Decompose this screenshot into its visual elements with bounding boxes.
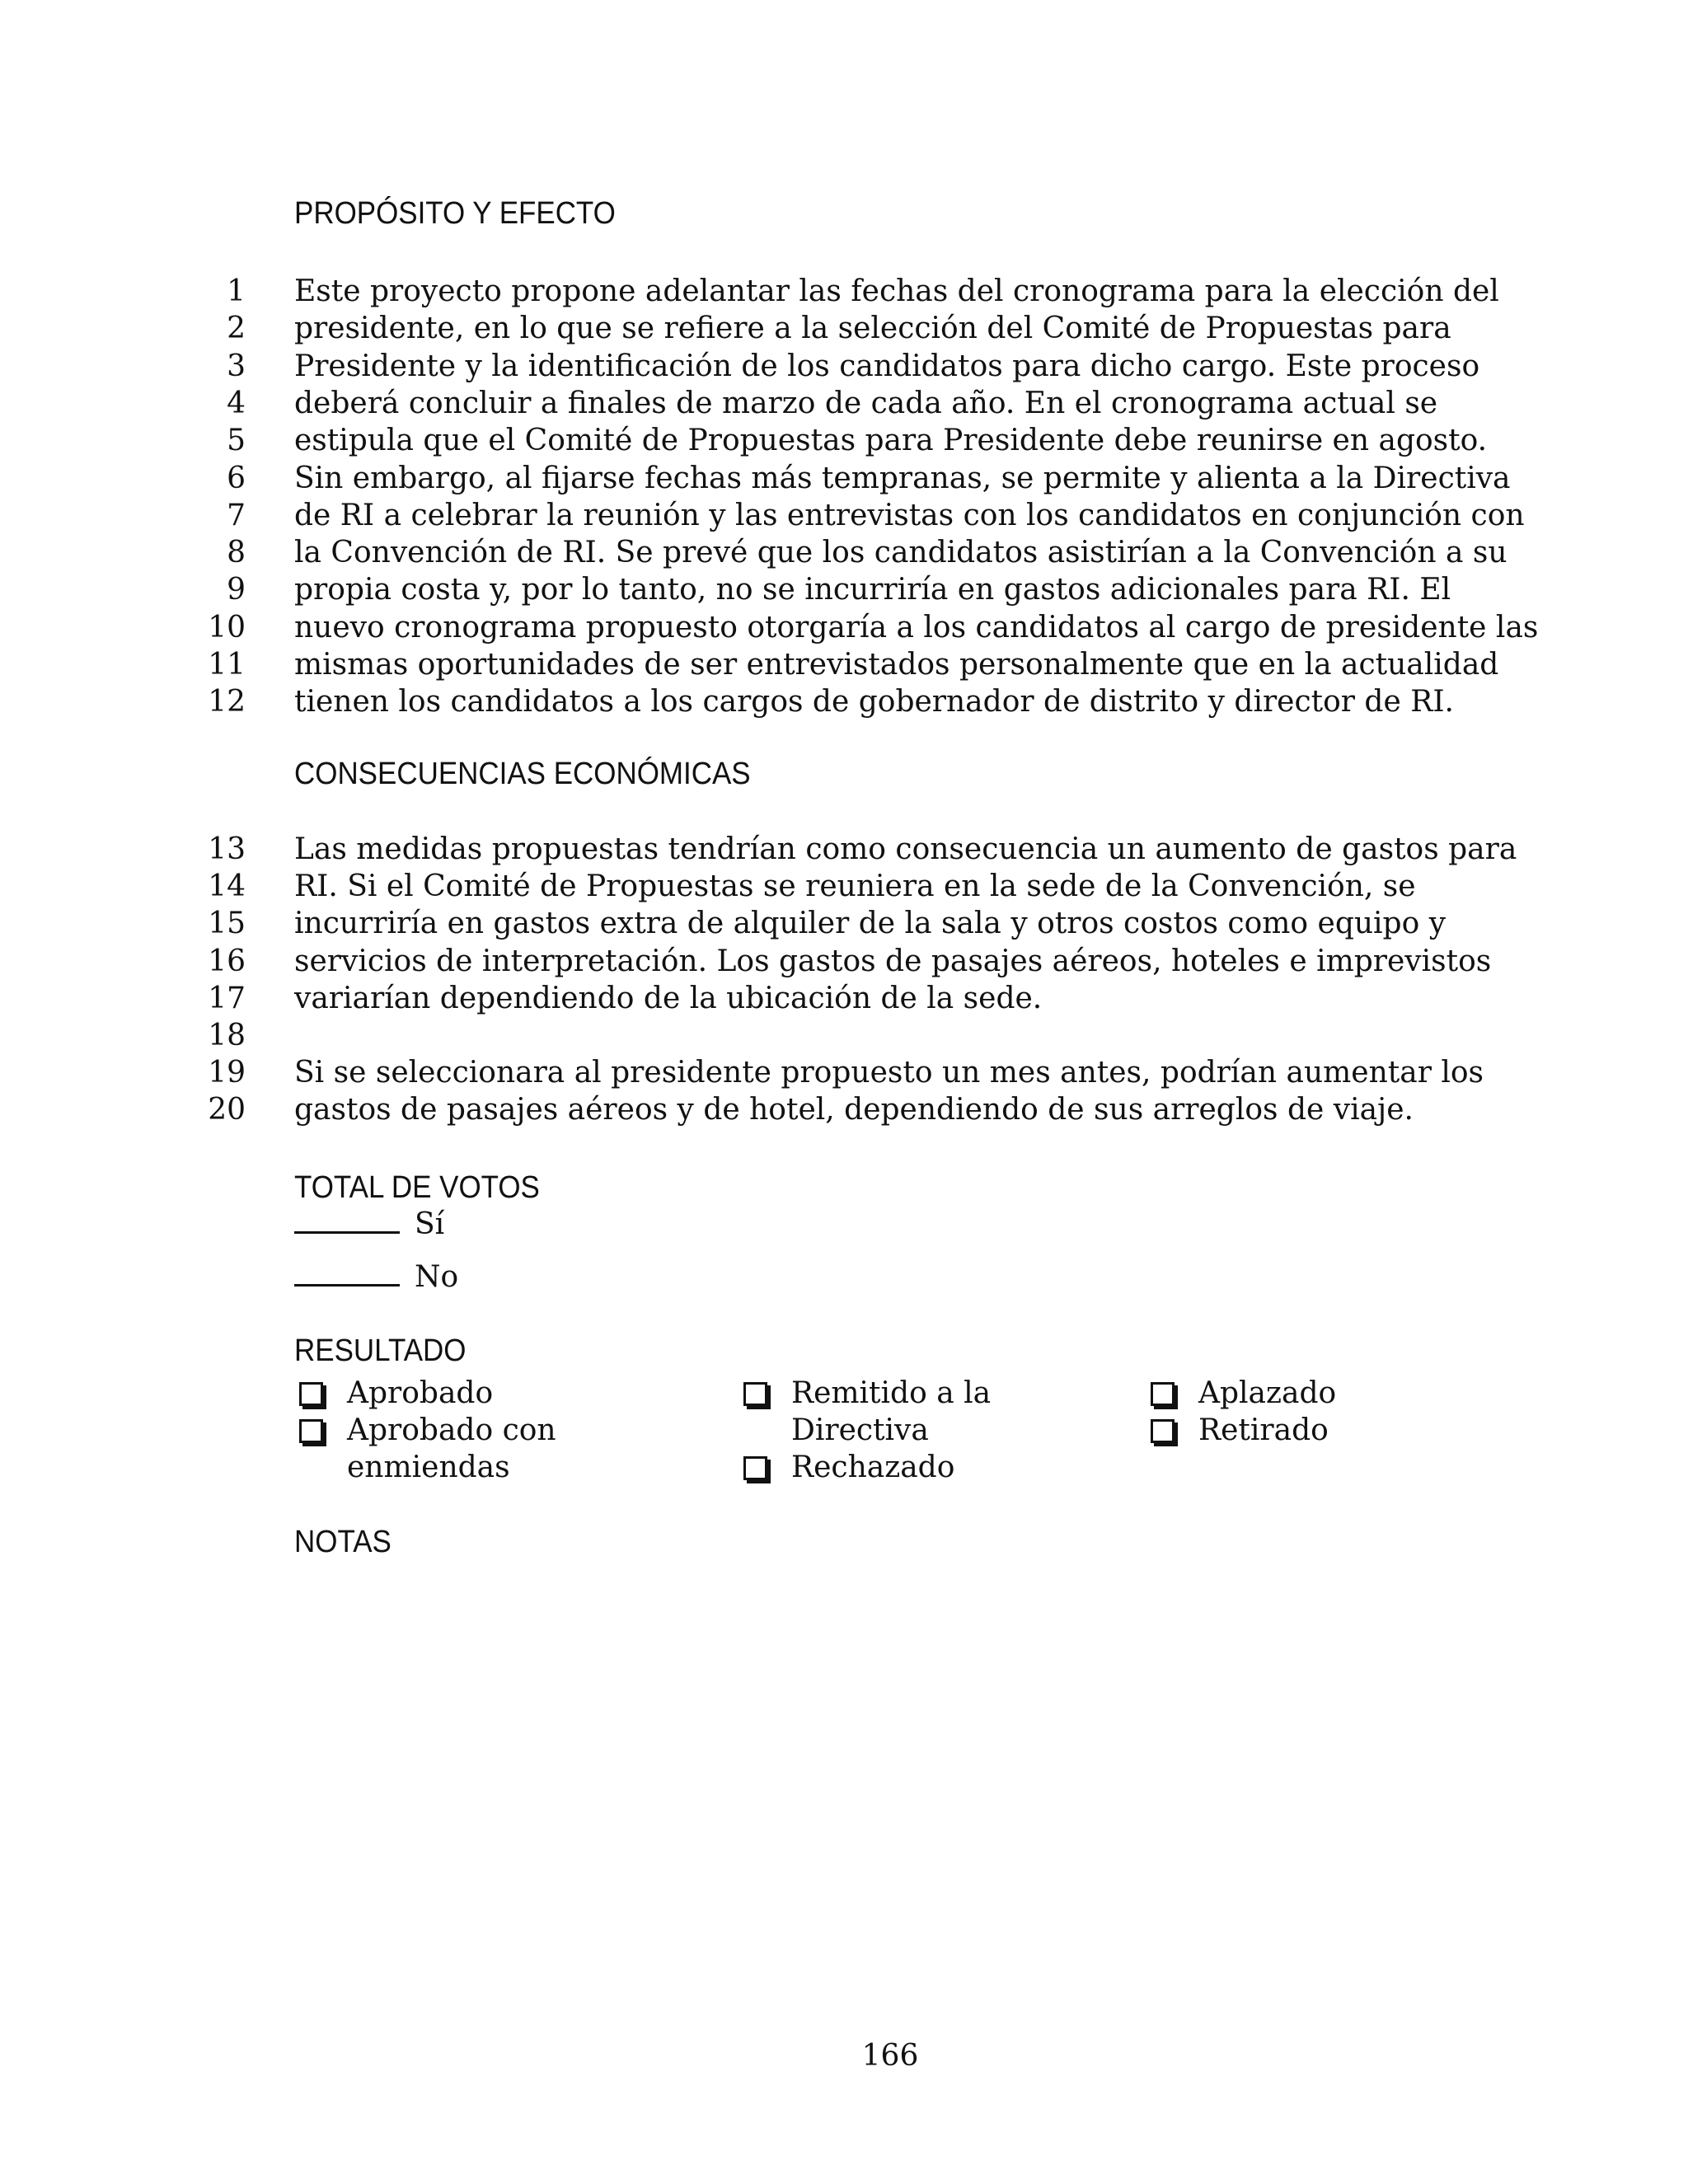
line-number: 16 [208,944,246,978]
text-line [0,534,1688,571]
checkbox-icon[interactable] [299,1382,323,1406]
purpose-heading: PROPÓSITO Y EFECTO [294,196,616,231]
line-text: incurriría en gastos extra de alquiler de la sala y otros costos como equipo y [294,907,1447,941]
option-label: Retirado [1198,1413,1329,1447]
vote-no-row [294,1258,458,1296]
line-text: Este proyecto propone adelantar las fechas del cronograma para la elección del [294,274,1499,308]
option-label: Remitido a la [791,1376,992,1410]
vote-yes-row [294,1206,444,1243]
text-line [0,943,1688,980]
line-number: 9 [227,573,246,607]
line-number: 5 [227,424,246,458]
line-number: 4 [227,386,246,420]
text-line [0,683,1688,720]
checkbox-icon[interactable] [743,1456,767,1480]
line-text: Si se seleccionara al presidente propuesto un mes antes, podrían aumentar los [294,1056,1484,1090]
text-line [0,1091,1688,1128]
line-number: 15 [208,907,246,941]
economic-heading: CONSECUENCIAS ECONÓMICAS [294,757,751,791]
line-number: 10 [208,610,246,644]
line-text: Las medidas propuestas tendrían como consecuencia un aumento de gastos para [294,832,1517,866]
line-number: 13 [208,832,246,866]
text-line [0,905,1688,942]
option-label: enmiendas [347,1451,510,1484]
line-text: deberá concluir a finales de marzo de cada año. En el cronograma actual se [294,386,1438,420]
text-line [0,348,1688,385]
checkbox-icon[interactable] [299,1419,323,1443]
line-number: 7 [227,498,246,532]
option-label: Aprobado [347,1376,494,1410]
line-text: RI. Si el Comité de Propuestas se reuniera en la sede de la Convención, se [294,869,1416,904]
text-line [0,460,1688,497]
text-line [0,497,1688,534]
option-label: Aplazado [1198,1376,1337,1410]
line-text: Presidente y la identificación de los candidatos para dicho cargo. Este proceso [294,349,1480,383]
text-line [0,1017,1688,1054]
text-line [0,609,1688,646]
result-heading: RESULTADO [294,1333,467,1368]
line-number: 20 [208,1093,246,1127]
option-label: Aprobado con [347,1413,556,1447]
checkbox-icon[interactable] [1151,1382,1175,1406]
vote-yes-label: Sí [415,1207,445,1241]
text-line [0,310,1688,347]
line-number: 19 [208,1056,246,1090]
text-line [0,980,1688,1017]
line-text: tienen los candidatos a los cargos de gobernador de distrito y director de RI. [294,685,1454,719]
line-text: gastos de pasajes aéreos y de hotel, dependiendo de sus arreglos de viaje. [294,1093,1414,1127]
option-label: Directiva [791,1413,929,1447]
line-text: Sin embargo, al fijarse fechas más tempranas, se permite y alienta a la Directiva [294,461,1511,495]
votes-heading: TOTAL DE VOTOS [294,1170,540,1205]
line-number: 17 [208,981,246,1015]
line-number: 3 [227,349,246,383]
vote-no-blank[interactable] [294,1259,400,1286]
text-line [0,273,1688,310]
text-line [0,646,1688,683]
line-text: variarían dependiendo de la ubicación de la sede. [294,981,1043,1015]
line-text: de RI a celebrar la reunión y las entrevistas con los candidatos en conjunción con [294,498,1525,532]
text-line [0,831,1688,868]
line-number: 11 [208,648,246,682]
vote-yes-blank[interactable] [294,1207,400,1234]
line-text: nuevo cronograma propuesto otorgaría a los candidatos al cargo de presidente las [294,610,1539,644]
line-text: mismas oportunidades de ser entrevistados personalmente que en la actualidad [294,648,1499,682]
text-line [0,1054,1688,1091]
page-number: 166 [861,2039,919,2073]
option-label: Rechazado [791,1451,955,1484]
line-text: propia costa y, por lo tanto, no se incurriría en gastos adicionales para RI. El [294,573,1451,607]
line-number: 1 [227,274,246,308]
vote-no-label: No [415,1260,459,1294]
text-line [0,422,1688,459]
line-number: 12 [208,685,246,719]
line-text: servicios de interpretación. Los gastos de pasajes aéreos, hoteles e imprevistos [294,944,1492,978]
line-number: 2 [227,312,246,346]
checkbox-icon[interactable] [743,1382,767,1406]
text-line [0,385,1688,422]
line-number: 6 [227,461,246,495]
line-number: 18 [208,1019,246,1052]
text-line [0,868,1688,905]
checkbox-icon[interactable] [1151,1419,1175,1443]
notes-heading: NOTAS [294,1525,392,1559]
text-line [0,571,1688,608]
line-number: 8 [227,536,246,570]
line-text: presidente, en lo que se refiere a la selección del Comité de Propuestas para [294,312,1451,346]
line-number: 14 [208,869,246,904]
line-text: la Convención de RI. Se prevé que los candidatos asistirían a la Convención a su [294,536,1507,570]
line-text: estipula que el Comité de Propuestas para Presidente debe reunirse en agosto. [294,424,1488,458]
